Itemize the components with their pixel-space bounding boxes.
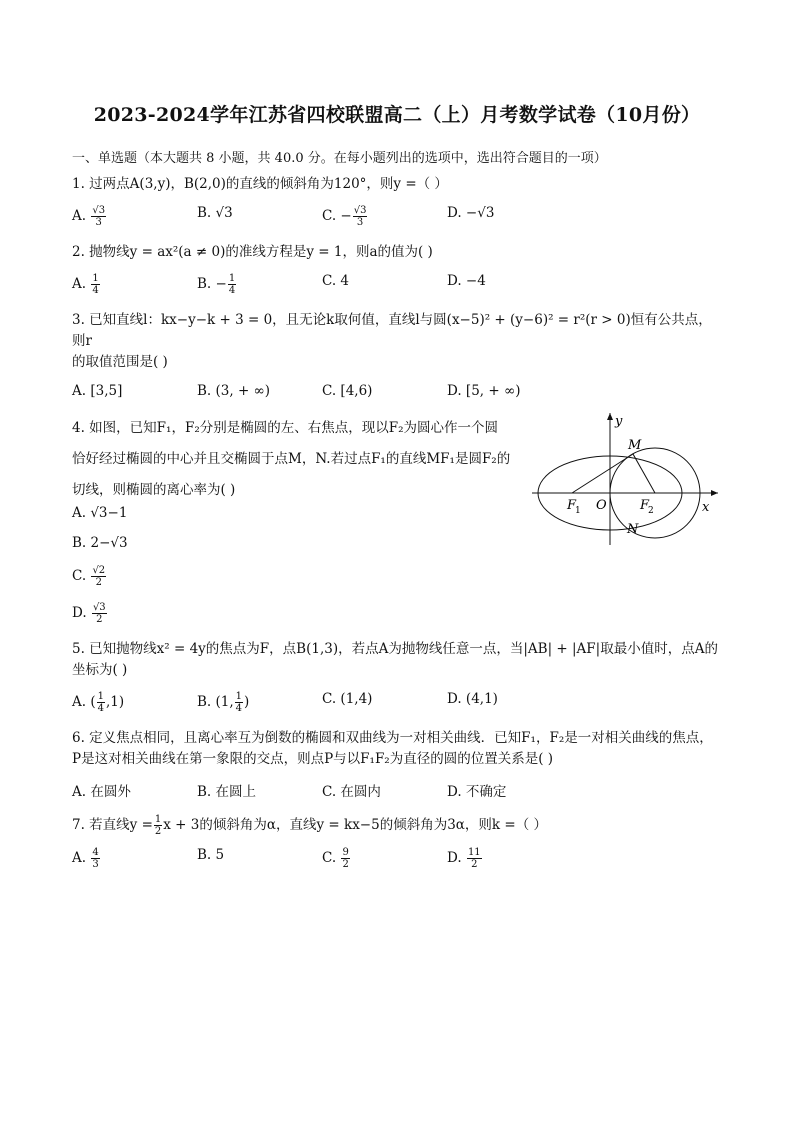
question-2: 2. 抛物线y = ax²(a ≠ 0)的准线方程是y = 1，则a的值为( ) bbox=[72, 244, 433, 260]
option-b[interactable]: B. (3, + ∞) bbox=[197, 383, 271, 399]
question-3-line1: 3. 已知直线l：kx−y−k + 3 = 0，且无论k取何值，直线l与圆(x−5)² + (y−6)² = r²(r > 0)恒有公共点，则r bbox=[72, 312, 712, 349]
question-3 bbox=[72, 310, 722, 373]
label-x: x bbox=[702, 500, 710, 515]
option-a[interactable]: A. √3−1 bbox=[72, 505, 128, 521]
question-1: 1. 过两点A(3,y)，B(2,0)的直线的倾斜角为120°，则y =（ ） bbox=[72, 176, 448, 192]
label-y: y bbox=[615, 414, 623, 429]
option-a[interactable]: A. 在圆外 bbox=[72, 784, 131, 800]
y-axis-arrow bbox=[607, 413, 613, 420]
question-6-options bbox=[72, 780, 722, 800]
question-3-line2: 的取值范围是( ) bbox=[72, 354, 168, 370]
question-5-options bbox=[72, 691, 722, 714]
ellipse-circle-figure bbox=[522, 407, 722, 547]
label-f2-sub: 2 bbox=[648, 506, 654, 516]
label-m: M bbox=[628, 438, 642, 453]
option-d[interactable]: D. $\frac{11}{2}$ bbox=[447, 847, 481, 870]
option-c[interactable]: C. [4,6) bbox=[322, 383, 373, 399]
question-1-options bbox=[72, 205, 722, 228]
option-a[interactable]: A. [3,5] bbox=[72, 383, 123, 399]
option-c[interactable]: C. 4 bbox=[322, 273, 350, 289]
question-7-options bbox=[72, 847, 722, 870]
label-n: N bbox=[627, 522, 639, 537]
option-b[interactable]: B. √3 bbox=[197, 205, 233, 221]
option-a[interactable]: A. $\frac{1}{4}$ bbox=[72, 273, 99, 296]
option-c[interactable]: C. 在圆内 bbox=[322, 784, 381, 800]
option-d[interactable]: D. $\frac{√3}{2}$ bbox=[72, 602, 106, 625]
tangent-line-mf1 bbox=[572, 454, 633, 493]
option-b[interactable]: B. − $\frac{1}{4}$ bbox=[197, 273, 236, 296]
option-d[interactable]: D. −√3 bbox=[447, 205, 495, 221]
question-4-text: 4. 如图，已知F₁，F₂分别是椭圆的左、右焦点，现以F₂为圆心作一个圆 恰好经过椭圆的中心并且交椭圆于点M，N.若过点F₁的直线MF₁是圆F₂的 切线，则椭圆的离心率为( ) bbox=[72, 420, 511, 498]
option-a[interactable]: A. $\frac{4}{3}$ bbox=[72, 847, 99, 870]
option-b[interactable]: B. 5 bbox=[197, 847, 225, 863]
question-3-options bbox=[72, 383, 722, 399]
question-7: 7. 若直线y = $\frac{1}{2}$ x + 3的倾斜角为α，直线y = kx−5的倾斜角为3α，则k =（ ） bbox=[72, 814, 547, 837]
label-f2: F bbox=[640, 498, 650, 513]
option-c[interactable]: C. − $\frac{√3}{3}$ bbox=[322, 205, 367, 228]
option-d[interactable]: D. [5, + ∞) bbox=[447, 383, 521, 399]
option-c[interactable]: C. (1,4) bbox=[322, 691, 373, 707]
label-o: O bbox=[596, 498, 607, 513]
option-c[interactable]: C. $\frac{9}{2}$ bbox=[322, 847, 349, 870]
option-d[interactable]: D. −4 bbox=[447, 273, 486, 289]
option-d[interactable]: D. (4,1) bbox=[447, 691, 498, 707]
option-b[interactable]: B. (1, $\frac{1}{4}$ ) bbox=[197, 691, 250, 714]
option-c[interactable]: C. $\frac{√2}{2}$ bbox=[72, 565, 106, 588]
option-a[interactable]: A. ( $\frac{1}{4}$ ,1) bbox=[72, 691, 125, 714]
question-6: 6. 定义焦点相同，且离心率互为倒数的椭圆和双曲线为一对相关曲线．已知F₁，F₂是一对相关曲线的焦点， P是这对相关曲线在第一象限的交点，则点P与以F₁F₂为直径的圆的位置关系是( ) bbox=[72, 730, 713, 767]
question-2-options bbox=[72, 273, 722, 296]
x-axis-arrow bbox=[711, 490, 718, 496]
section-heading: 一、单选题（本大题共 8 小题，共 40.0 分。在每小题列出的选项中，选出符合题目的一项） bbox=[72, 151, 607, 166]
exam-title: 2023-2024学年江苏省四校联盟高二（上）月考数学试卷（10月份） bbox=[93, 104, 701, 126]
option-b[interactable]: B. 在圆上 bbox=[197, 784, 257, 800]
option-b[interactable]: B. 2−√3 bbox=[72, 535, 128, 551]
exam-page bbox=[72, 100, 722, 884]
question-5: 5. 已知抛物线x² = 4y的焦点为F，点B(1,3)，若点A为抛物线任意一点，当|AB| + |AF|取最小值时，点A的 坐标为( ) bbox=[72, 641, 718, 678]
option-d[interactable]: D. 不确定 bbox=[447, 784, 507, 800]
option-a[interactable]: A. $\frac{√3}{3}$ bbox=[72, 205, 106, 228]
label-f1-sub: 1 bbox=[575, 506, 581, 516]
label-f1: F bbox=[567, 498, 577, 513]
